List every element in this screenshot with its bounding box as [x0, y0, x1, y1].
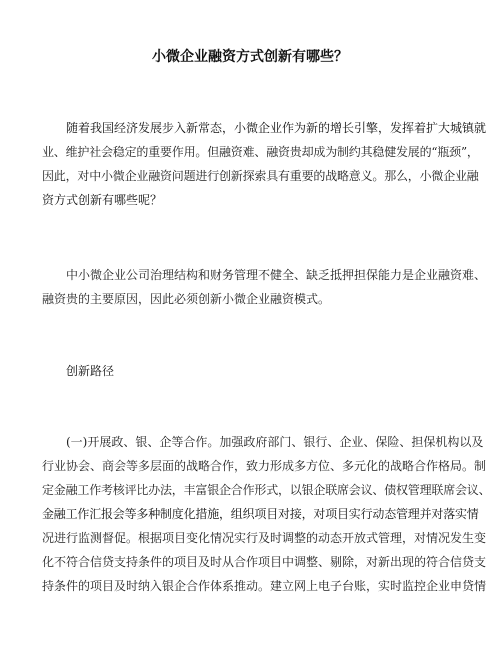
- path-line: 况进行监测督促。根据项目变化情况实行及时调整的动态开放式管理，对情况发生变: [42, 531, 487, 545]
- intro-line: 业、维护社会稳定的重要作用。但融资难、融资贵却成为制约其稳健发展的“瓶颈”，: [42, 145, 479, 159]
- cause-line: 融资贵的主要原因，因此必须创新小微企业融资模式。: [42, 292, 331, 306]
- path-line: 持条件的项目及时纳入银企合作体系推动。建立网上电子台账，实时监控企业申贷情: [42, 579, 487, 593]
- section-heading: 创新路径: [66, 364, 115, 378]
- intro-paragraph: [42, 116, 487, 212]
- document-title: 小微企业融资方式创新有哪些？: [152, 49, 348, 65]
- path-line: 定金融工作考核评比办法，丰富银企合作形式，以银企联席会议、债权管理联席会议、: [42, 483, 491, 497]
- path-line: 金融工作汇报会等多种制度化措施，组织项目对接，对项目实行动态管理并对落实情: [42, 507, 479, 521]
- cause-paragraph: [42, 263, 487, 311]
- intro-line: 因此，对中小微企业融资问题进行创新探索具有重要的战略意义。那么，小微企业融: [42, 169, 479, 183]
- cause-line: 中小微企业公司治理结构和财务管理不健全、缺乏抵押担保能力是企业融资难、: [66, 268, 487, 282]
- path-paragraph: [42, 430, 491, 598]
- path-line: (一)开展政、银、企等合作。加强政府部门、银行、企业、保险、担保机构以及: [66, 435, 484, 449]
- path-line: 化不符合信贷支持条件的项目及时从合作项目中调整、剔除，对新出现的符合信贷支: [42, 555, 487, 569]
- path-line: 行业协会、商会等多层面的战略合作，致力形成多方位、多元化的战略合作格局。制: [42, 459, 487, 473]
- intro-line: 随着我国经济发展步入新常态，小微企业作为新的增长引擎，发挥着扩大城镇就: [66, 121, 487, 135]
- intro-line: 资方式创新有哪些呢？: [42, 193, 163, 207]
